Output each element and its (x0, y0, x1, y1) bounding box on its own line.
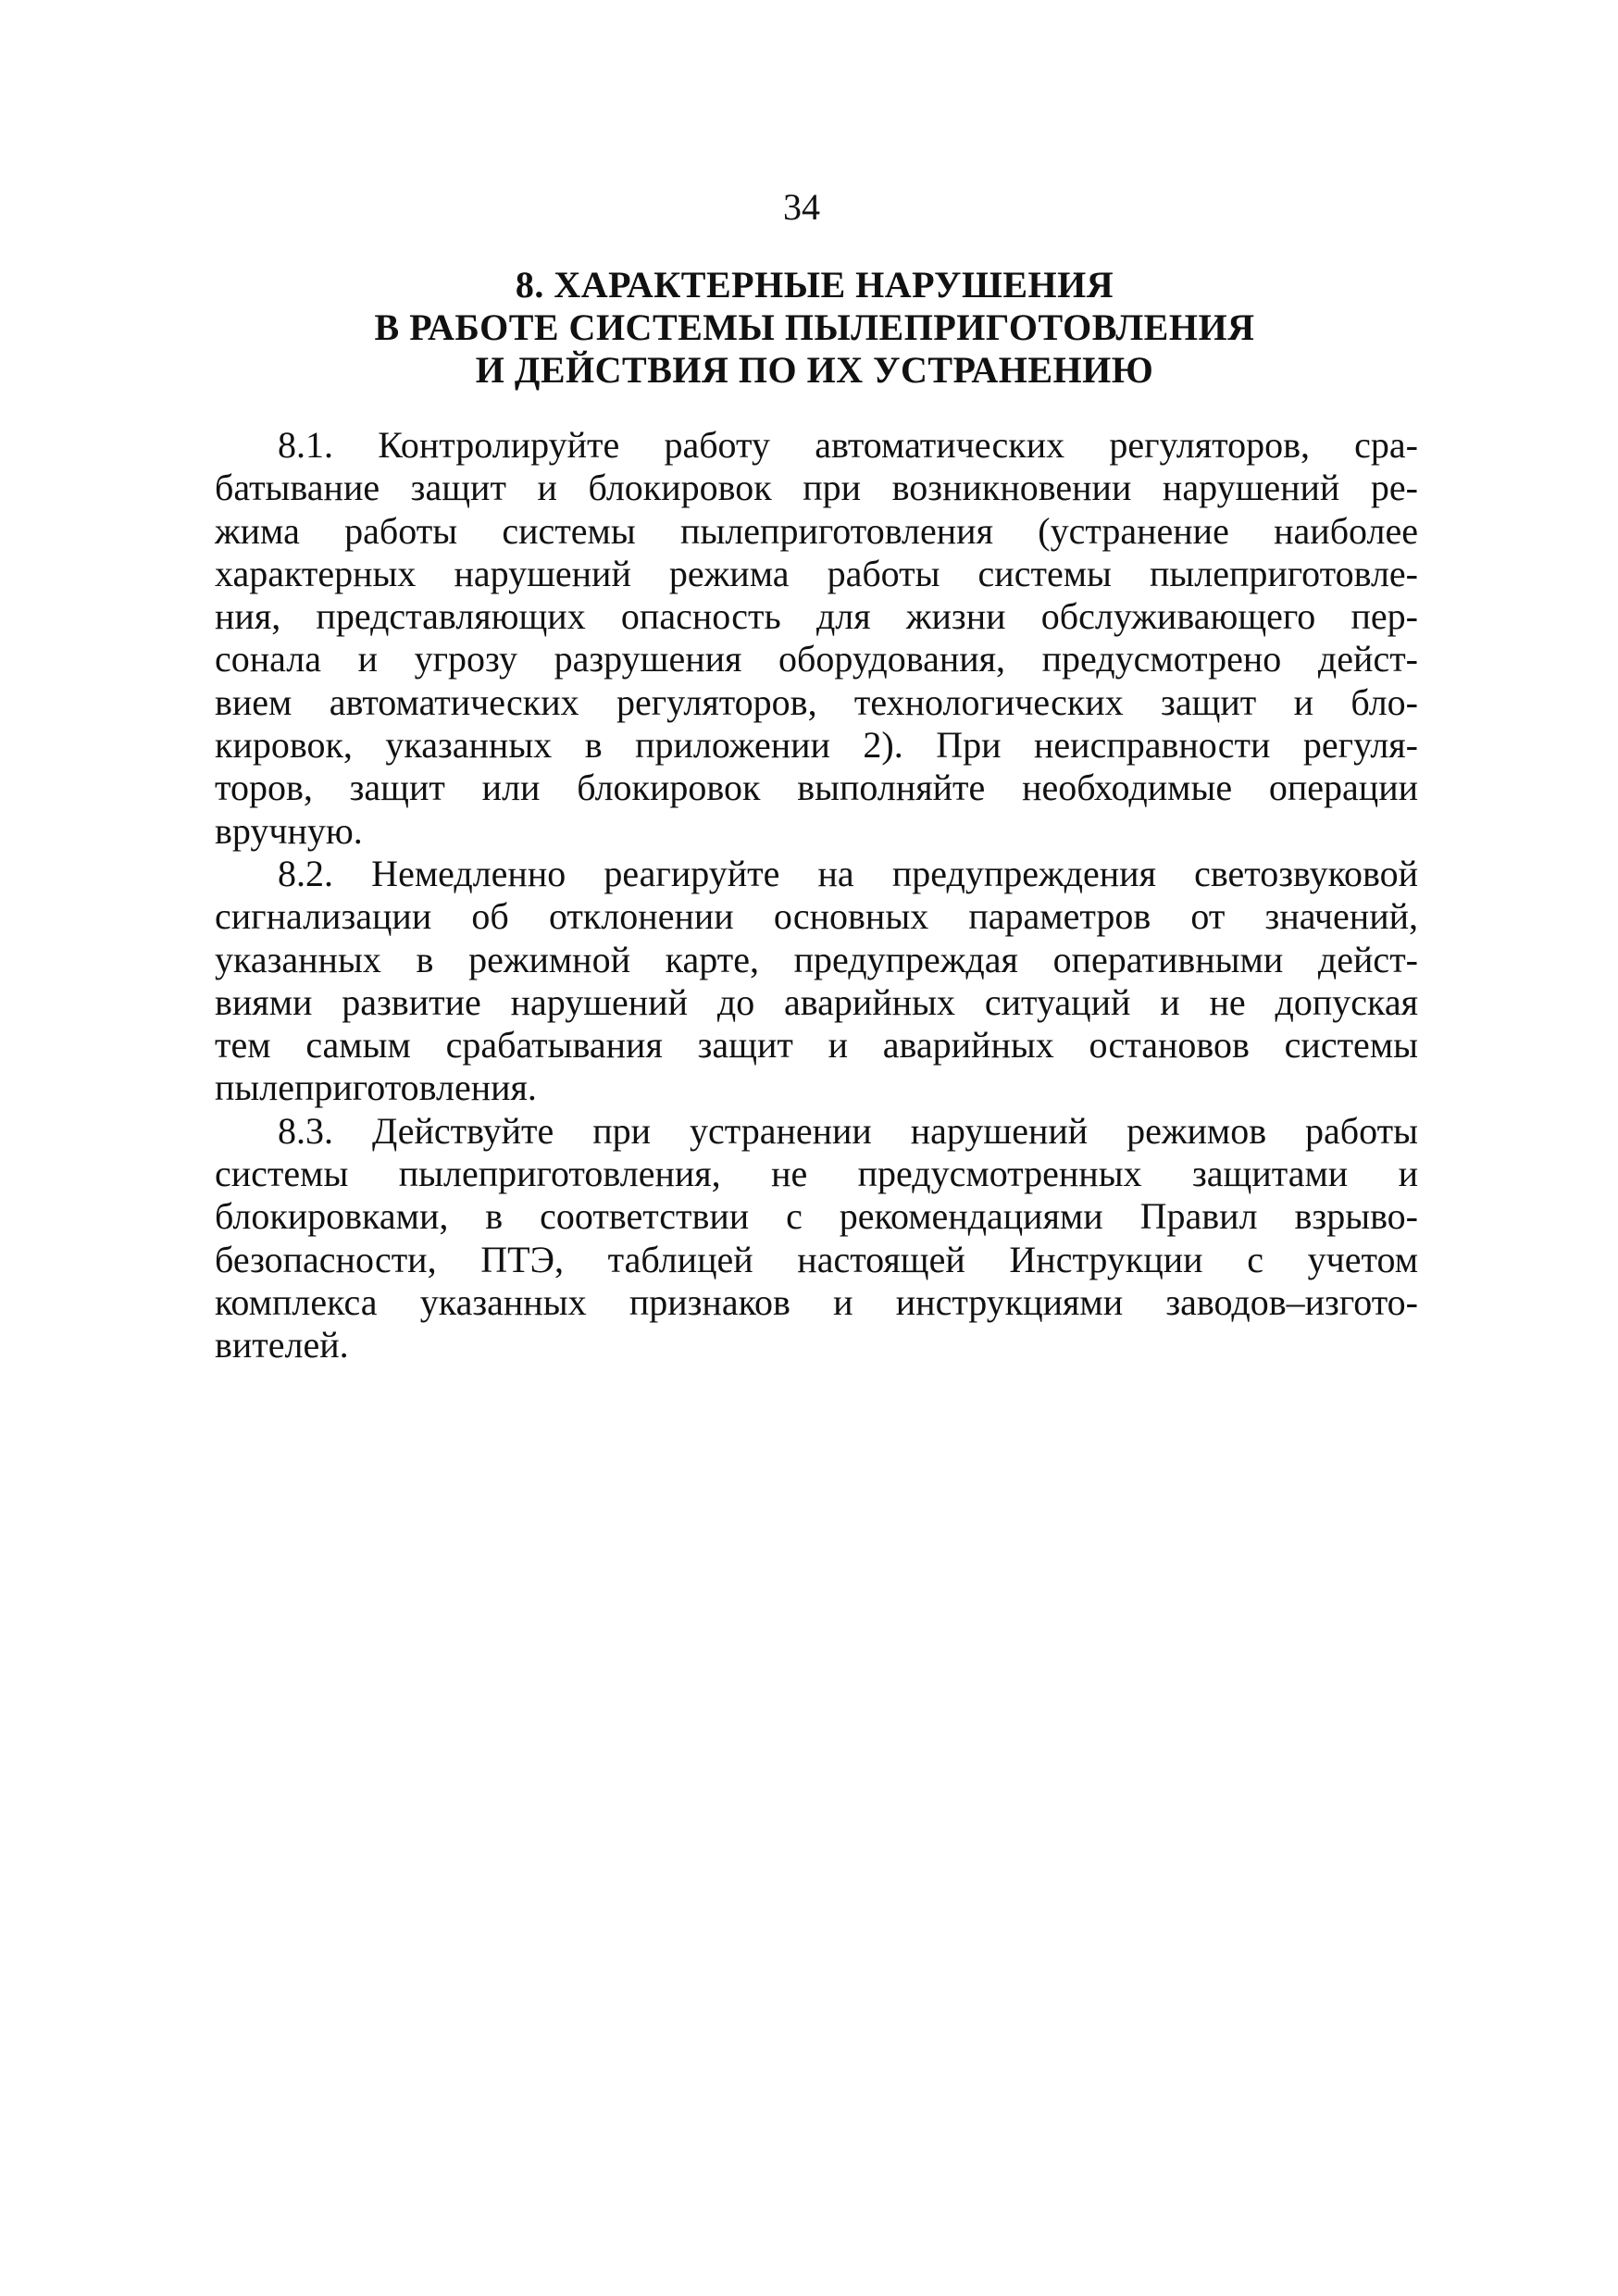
paragraph-line: указанных в режимной карте, предупреждая оперативными дейст- (215, 938, 1418, 980)
paragraph-line: 8.2. Немедленно реагируйте на предупреждения светозвуковой (278, 852, 1418, 894)
paragraph-line: безопасности, ПТЭ, таблицей настоящей Инструкции с учетом (215, 1238, 1418, 1280)
paragraph-line: вием автоматических регуляторов, технологических защит и бло- (215, 680, 1418, 723)
paragraph-line: жима работы системы пылеприготовления (устранение наиболее (215, 509, 1418, 552)
paragraph-line: комплекса указанных признаков и инструкциями заводов–изгото- (215, 1280, 1418, 1323)
section-title (213, 264, 1416, 392)
section-title-line: В РАБОТЕ СИСТЕМЫ ПЫЛЕПРИГОТОВЛЕНИЯ (374, 306, 1255, 348)
paragraph-line: вручную. (215, 809, 363, 852)
paragraph-line: торов, защит или блокировок выполняйте необходимые операции (215, 767, 1418, 809)
section-title-line: 8. ХАРАКТЕРНЫЕ НАРУШЕНИЯ (515, 264, 1114, 306)
paragraph-line: 8.3. Действуйте при устранении нарушений режимов работы (278, 1109, 1418, 1152)
paragraph-line: ния, представляющих опасность для жизни обслуживающего пер- (215, 595, 1418, 638)
paragraph-line: вителей. (215, 1324, 349, 1366)
paragraph-8-2 (215, 853, 1418, 1110)
paragraph-8-1 (215, 424, 1418, 853)
paragraph-line: пылеприготовления. (215, 1067, 537, 1109)
paragraph-line: 8.1. Контролируйте работу автоматических регуляторов, сра- (278, 424, 1418, 466)
section-body (215, 424, 1418, 1367)
page-number: 34 (783, 186, 820, 228)
paragraph-line: блокировками, в соответствии с рекомендациями Правил взрыво- (215, 1195, 1418, 1238)
paragraph-line: тем самым срабатывания защит и аварийных остановов системы (215, 1024, 1418, 1067)
section-title-line: И ДЕЙСТВИЯ ПО ИХ УСТРАНЕНИЮ (475, 349, 1154, 391)
paragraph-line: сонала и угрозу разрушения оборудования, предусмотрено дейст- (215, 638, 1418, 680)
paragraph-line: виями развитие нарушений до аварийных ситуаций и не допуская (215, 980, 1418, 1023)
paragraph-line: сигнализации об отклонении основных параметров от значений, (215, 895, 1418, 938)
paragraph-line: характерных нарушений режима работы системы пылеприготовле- (215, 552, 1418, 594)
paragraph-line: системы пылеприготовления, не предусмотренных защитами и (215, 1153, 1418, 1195)
paragraph-line: кировок, указанных в приложении 2). При неисправности регуля- (215, 724, 1418, 767)
paragraph-8-3 (215, 1110, 1418, 1367)
paragraph-line: батывание защит и блокировок при возникновении нарушений ре- (215, 467, 1418, 509)
